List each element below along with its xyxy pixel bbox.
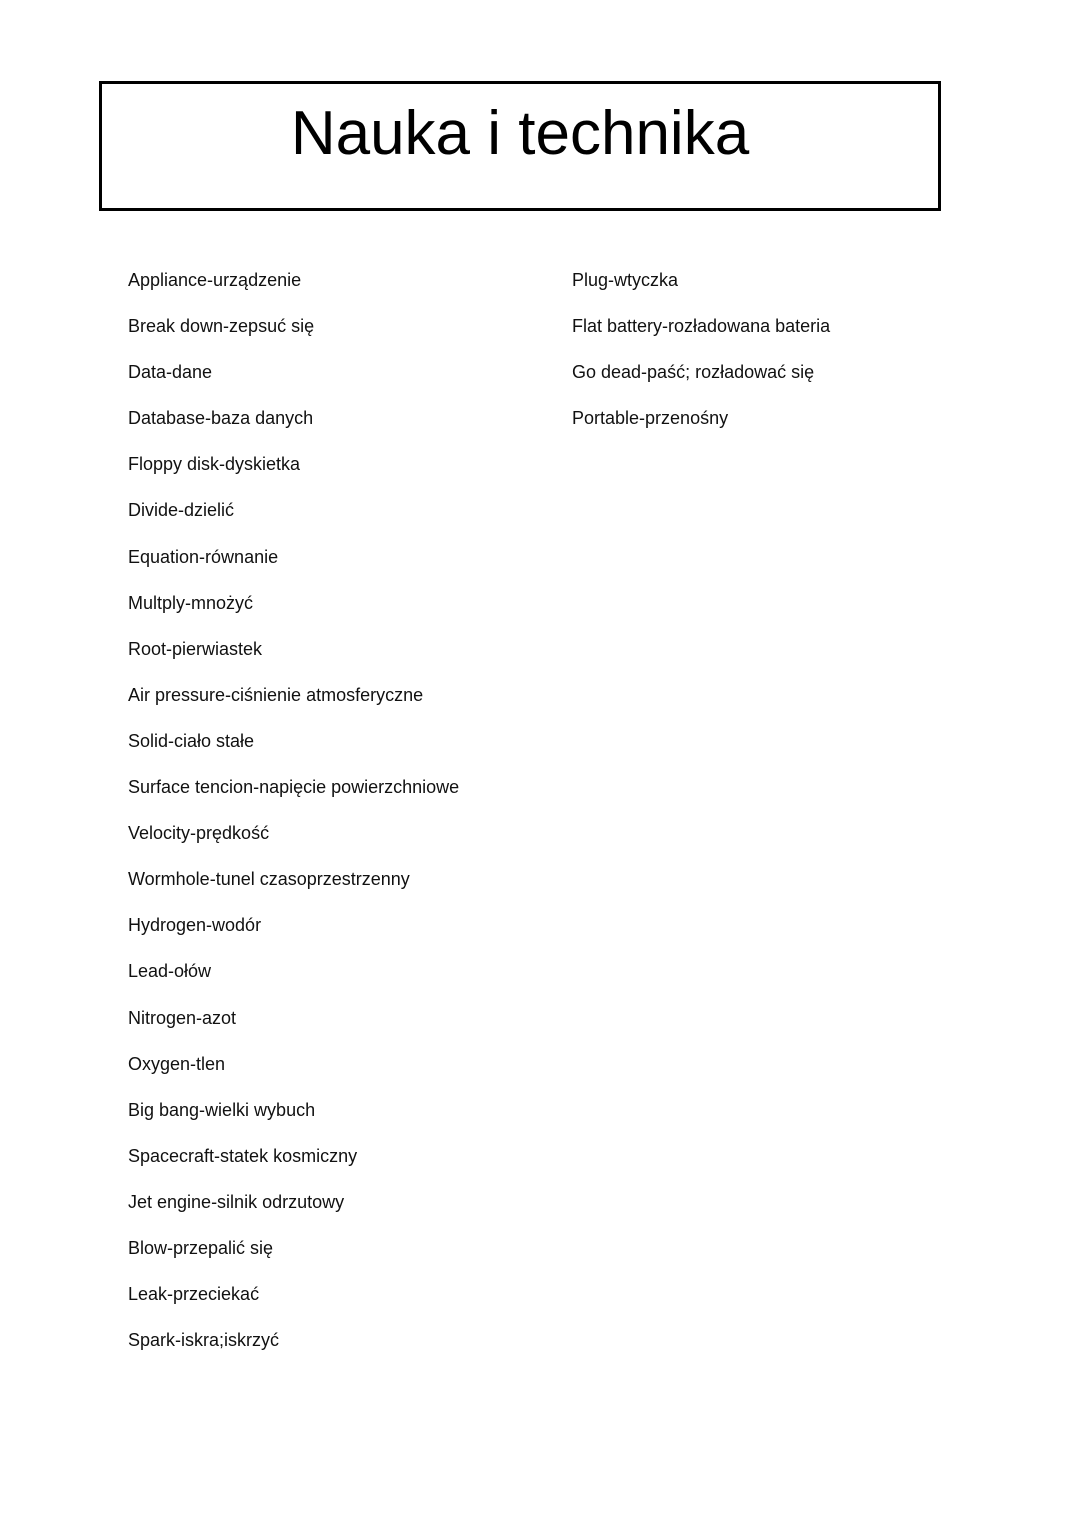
- vocab-item: Data-dane: [128, 362, 213, 383]
- vocab-item: Appliance-urządzenie: [128, 270, 302, 290]
- vocab-item: Blow-przepalić się: [128, 1237, 274, 1258]
- vocab-item: Big bang-wielki wybuch: [128, 1099, 316, 1120]
- vocab-item: Solid-ciało stałe: [128, 730, 255, 751]
- vocab-list-right: [572, 266, 830, 450]
- vocab-item: Spark-iskra;iskrzyć: [128, 1330, 280, 1351]
- vocab-item: Equation-równanie: [128, 546, 279, 567]
- vocab-item: Air pressure-ciśnienie atmosferyczne: [128, 684, 424, 705]
- vocab-item: Jet engine-silnik odrzutowy: [128, 1191, 345, 1212]
- vocab-item: Portable-przenośny: [572, 408, 729, 429]
- vocab-item: Surface tencion-napięcie powierzchniowe: [128, 777, 460, 798]
- vocab-item: Wormhole-tunel czasoprzestrzenny: [128, 869, 410, 890]
- vocab-item: Divide-dzielić: [128, 500, 235, 521]
- vocab-item: Oxygen-tlen: [128, 1053, 226, 1074]
- vocab-item: Flat battery-rozładowana bateria: [572, 316, 831, 337]
- vocab-item: Nitrogen-azot: [128, 1007, 237, 1028]
- title-box: [99, 81, 941, 211]
- vocab-item: Floppy disk-dyskietka: [128, 454, 301, 475]
- vocab-item: Hydrogen-wodór: [128, 915, 262, 936]
- vocab-item: Database-baza danych: [128, 408, 314, 429]
- vocab-item: Root-pierwiastek: [128, 638, 263, 659]
- vocab-item: Leak-przeciekać: [128, 1284, 260, 1305]
- vocab-item: Multply-mnożyć: [128, 592, 254, 613]
- page-title: Nauka i technika: [290, 99, 750, 168]
- vocab-item: Break down-zepsuć się: [128, 316, 315, 337]
- vocab-item: Spacecraft-statek kosmiczny: [128, 1145, 358, 1166]
- vocab-list-left: [128, 266, 459, 1372]
- vocab-item: Plug-wtyczka: [572, 270, 679, 290]
- vocab-item: Velocity-prędkość: [128, 823, 270, 844]
- vocab-item: Lead-ołów: [128, 961, 212, 982]
- vocab-item: Go dead-paść; rozładować się: [572, 362, 815, 383]
